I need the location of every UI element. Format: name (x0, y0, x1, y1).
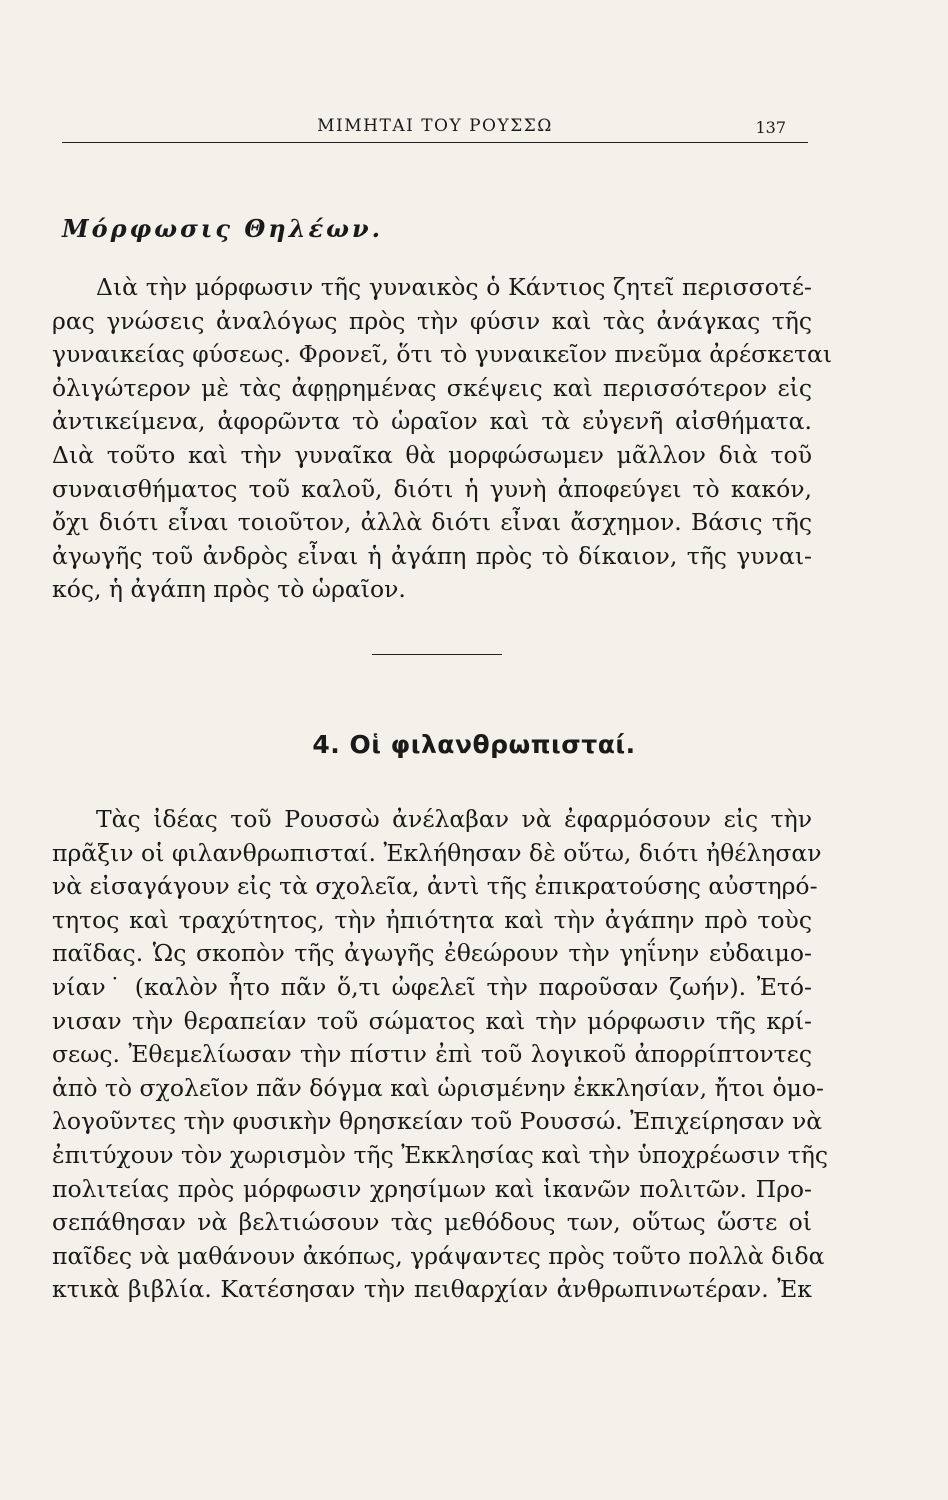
text-line: παῖδας. Ὡς σκοπὸν τῆς ἀγωγῆς ἐθεώρουν τὴν γηΐνην εὐδαιμο- (52, 939, 812, 968)
paragraph-female-education (52, 271, 833, 607)
text-line: τητος καὶ τραχύτητος, τὴν ἠπιότητα καὶ τὴν ἀγάπην πρὸ τοὺς (52, 905, 812, 934)
running-title: ΜΙΜΗΤΑΙ ΤΟΥ ΡΟΥΣΣΩ (317, 116, 553, 136)
text-line: νὰ εἰσαγάγουν εἰς τὰ σχολεῖα, ἀντὶ τῆς ἐπικρατούσης αὐστηρό- (52, 872, 818, 901)
text-line: συναισθήματος τοῦ καλοῦ, διότι ἡ γυνὴ ἀποφεύγει τὸ κακόν, (52, 474, 812, 503)
text-line: νίαν˙ (καλὸν ἦτο πᾶν ὅ,τι ὠφελεῖ τὴν παροῦσαν ζωήν). Ἐτό- (52, 972, 812, 1001)
text-line: νισαν τὴν θεραπείαν τοῦ σώματος καὶ τὴν μόρφωσιν τῆς κρί- (52, 1006, 812, 1035)
text-line: Διὰ τὴν μόρφωσιν τῆς γυναικὸς ὁ Κάντιος ζητεῖ περισσοτέ- (96, 273, 812, 301)
text-line: κός, ἡ ἀγάπη πρὸς τὸ ὡραῖον. (52, 575, 406, 604)
text-line: ρας γνώσεις ἀναλόγως πρὸς τὴν φύσιν καὶ τὰς ἀνάγκας τῆς (52, 306, 812, 335)
text-line: γυναικείας φύσεως. Φρονεῖ, ὅτι τὸ γυναικεῖον πνεῦμα ἀρέσκεται (52, 340, 833, 369)
text-line: σεπάθησαν νὰ βελτιώσουν τὰς μεθόδους των, οὕτως ὥστε οἱ (52, 1208, 812, 1237)
text-line: παῖδες νὰ μαθάνουν ἀκόπως, γράψαντες πρὸς τοῦτο πολλὰ διδα (52, 1241, 825, 1270)
text-line: πολιτείας πρὸς μόρφωσιν χρησίμων καὶ ἱκανῶν πολιτῶν. Προ- (52, 1174, 812, 1203)
section-heading: Μόρφωσις Θηλέων. (62, 214, 384, 243)
page-number: 137 (755, 118, 786, 137)
text-line: πρᾶξιν οἱ φιλανθρωπισταί. Ἐκλήθησαν δὲ οὕτω, διότι ἠθέλησαν (52, 838, 822, 867)
text-line: λογοῦντες τὴν φυσικὴν θρησκείαν τοῦ Ρουσσώ. Ἐπιχείρησαν νὰ (52, 1107, 823, 1136)
text-line: ἀπὸ τὸ σχολεῖον πᾶν δόγμα καὶ ὡρισμένην ἐκκλησίαν, ἤτοι ὁμο- (52, 1073, 824, 1102)
section-divider (372, 654, 502, 655)
text-line: Διὰ τοῦτο καὶ τὴν γυναῖκα θὰ μορφώσωμεν μᾶλλον διὰ τοῦ (52, 440, 812, 469)
paragraph-philanthropists (52, 803, 829, 1307)
text-line: σεως. Ἐθεμελίωσαν τὴν πίστιν ἐπὶ τοῦ λογικοῦ ἀπορρίπτοντες (52, 1040, 812, 1069)
text-line: ἀντικείμενα, ἀφορῶντα τὸ ὡραῖον καὶ τὰ εὐγενῆ αἰσθήματα. (52, 407, 812, 436)
text-line: ἀγωγῆς τοῦ ἀνδρὸς εἶναι ἡ ἀγάπη πρὸς τὸ δίκαιον, τῆς γυναι- (52, 541, 812, 570)
text-line: ἐπιτύχουν τὸν χωρισμὸν τῆς Ἐκκλησίας καὶ τὴν ὑποχρέωσιν τῆς (52, 1140, 829, 1169)
chapter-heading: 4. Οἱ φιλανθρωπισταί. (312, 730, 636, 759)
text-line: Τὰς ἰδέας τοῦ Ρουσσὼ ἀνέλαβαν νὰ ἐφαρμόσουν εἰς τὴν (96, 805, 812, 833)
text-line: ὄχι διότι εἶναι τοιοῦτον, ἀλλὰ διότι εἶναι ἄσχημον. Βάσις τῆς (52, 508, 812, 537)
text-line: ὀλιγώτερον μὲ τὰς ἀφῃρημένας σκέψεις καὶ περισσότερον εἰς (52, 373, 812, 402)
running-header (62, 110, 808, 143)
text-line: κτικὰ βιβλία. Κατέσησαν τὴν πειθαρχίαν ἀνθρωπινωτέραν. Ἐκ (52, 1275, 812, 1304)
